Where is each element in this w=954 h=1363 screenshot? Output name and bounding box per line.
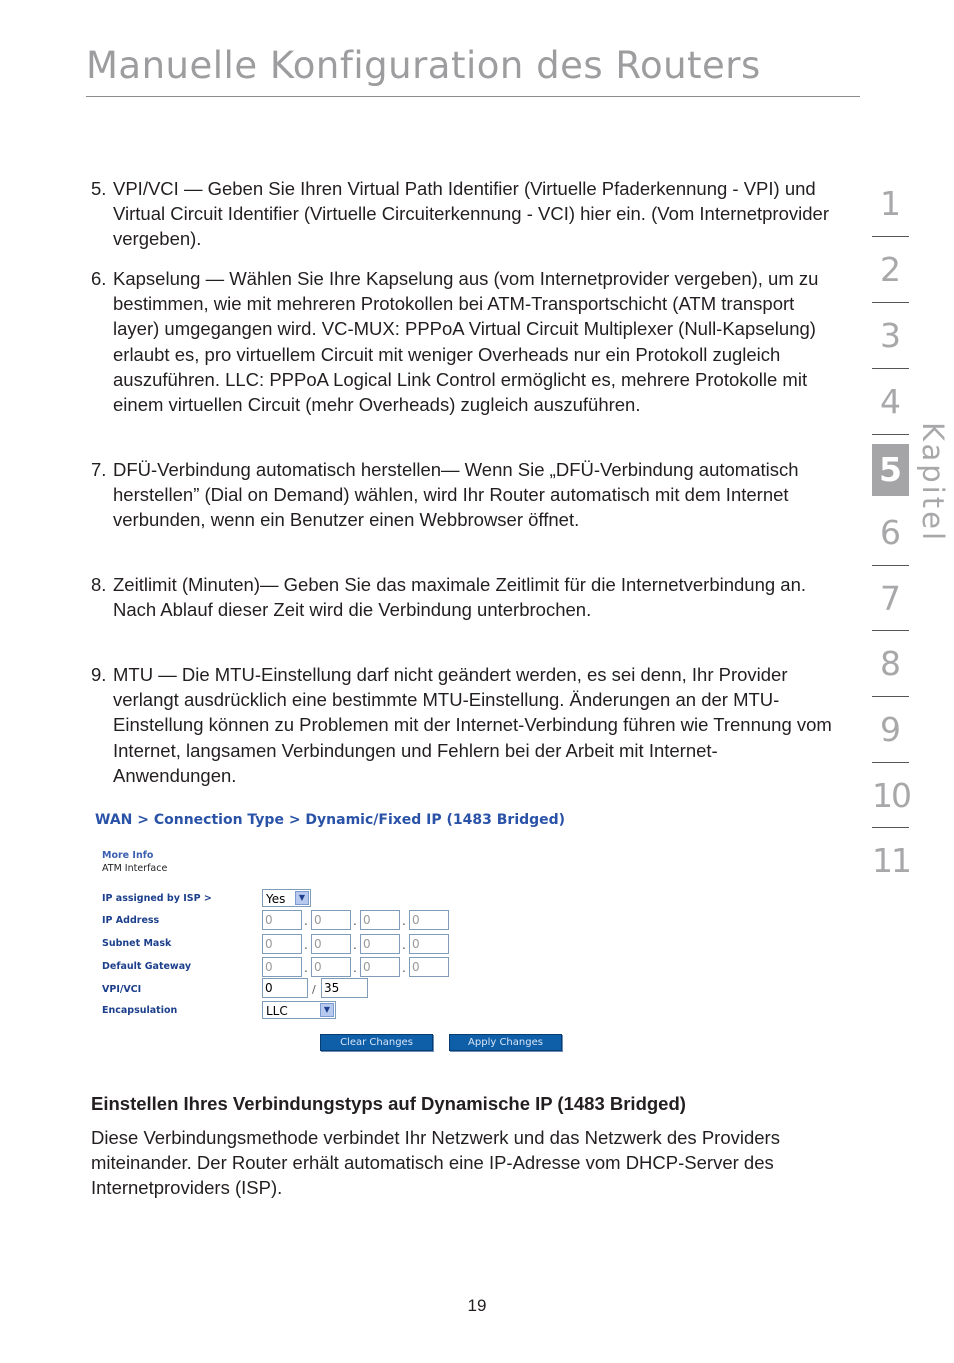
chapter-11[interactable]: 11 <box>872 841 910 880</box>
ip-assigned-value: Yes <box>266 892 286 906</box>
apply-changes-button[interactable]: Apply Changes <box>449 1034 562 1051</box>
chapter-7[interactable]: 7 <box>880 579 901 618</box>
chapter-divider <box>872 368 909 369</box>
ip-dot: . <box>304 914 308 928</box>
ip-dot: . <box>402 938 406 952</box>
gateway-octet-2[interactable]: 0 <box>311 957 351 977</box>
chapter-3[interactable]: 3 <box>880 316 901 355</box>
ip-assigned-select[interactable] <box>262 889 311 907</box>
chapter-divider <box>872 434 909 435</box>
section-heading: Einstellen Ihres Verbindungstyps auf Dynamische IP (1483 Bridged) <box>91 1093 686 1114</box>
item-text: VPI/VCI — Geben Sie Ihren Virtual Path Identifier (Virtuelle Pfaderkennung - VPI) und Virtual Circuit Identifier (Virtuelle Circuiterkennung - VCI) hier ein. (Vom Internetprovider vergeben). <box>113 178 829 250</box>
item-text: Zeitlimit (Minuten)— Geben Sie das maximale Zeitlimit für die Internetverbindung an. Nach Ablauf dieser Zeit wird die Verbindung unterbrochen. <box>113 574 807 621</box>
subnet-mask-label: Subnet Mask <box>102 938 172 949</box>
item-number: 7. <box>91 459 107 480</box>
chapter-1[interactable]: 1 <box>880 184 901 223</box>
ip-address-octet-3[interactable]: 0 <box>360 910 400 930</box>
ip-dot: . <box>402 914 406 928</box>
chapter-divider <box>872 302 909 303</box>
wan-breadcrumb: WAN > Connection Type > Dynamic/Fixed IP (1483 Bridged) <box>95 812 566 828</box>
ip-dot: . <box>353 938 357 952</box>
item-text: Kapselung — Wählen Sie Ihre Kapselung aus (vom Internetprovider vergeben), um zu bestimmen, wie mit mehreren Protokollen bei ATM-Transportschicht (ATM transport layer) umgegangen wird. VC-MUX: PPPoA Virtual Circuit Multiplexer (Null-Kapselung) erlaubt es, pro virtuellem Circuit mit weniger Overheads nur ein Protokoll zugleich auszuführen. LLC: PPPoA Logical Link Control ermöglicht es, mehrere Protokolle mit einem virtuellen Circuit (mehr Overheads) zugleich auszuführen. <box>113 268 819 416</box>
list-item-5 <box>91 176 836 252</box>
ip-dot: . <box>353 914 357 928</box>
kapitel-label <box>914 422 954 544</box>
chapter-10[interactable]: 10 <box>872 776 910 815</box>
ip-dot: . <box>304 938 308 952</box>
chapter-2[interactable]: 2 <box>880 250 901 289</box>
chapter-divider <box>872 630 909 631</box>
subnet-mask-octet-2[interactable]: 0 <box>311 934 351 954</box>
item-number: 5. <box>91 178 107 199</box>
gateway-octet-1[interactable]: 0 <box>262 957 302 977</box>
subnet-mask-octet-1[interactable]: 0 <box>262 934 302 954</box>
item-number: 6. <box>91 268 107 289</box>
router-config-screenshot <box>91 808 571 1058</box>
ip-dot: . <box>353 961 357 975</box>
atm-interface-label: ATM Interface <box>102 863 168 874</box>
chapter-4[interactable]: 4 <box>880 382 901 421</box>
chevron-down-icon: ▼ <box>295 891 309 905</box>
ip-address-octet-4[interactable]: 0 <box>409 910 449 930</box>
item-number: 9. <box>91 664 107 685</box>
list-item-7 <box>91 457 836 533</box>
chapter-divider <box>872 236 909 237</box>
item-text: DFÜ-Verbindung automatisch herstellen— Wenn Sie „DFÜ-Verbindung automatisch herstellen” (Dial on Demand) wählen, wird Ihr Router automatisch mit dem Internet verbunden, wenn ein Benutzer einen Webbrowser öffnet. <box>113 459 799 531</box>
chapter-divider <box>872 827 909 828</box>
ip-address-label: IP Address <box>102 915 160 926</box>
ip-address-octet-2[interactable]: 0 <box>311 910 351 930</box>
page-title: Manuelle Konfiguration des Routers <box>86 44 761 87</box>
chapter-6[interactable]: 6 <box>880 513 901 552</box>
list-item-6 <box>91 266 836 417</box>
subnet-mask-octet-3[interactable]: 0 <box>360 934 400 954</box>
vpi-vci-label: VPI/VCI <box>102 984 142 995</box>
ip-address-octet-1[interactable]: 0 <box>262 910 302 930</box>
gateway-octet-3[interactable]: 0 <box>360 957 400 977</box>
vci-input[interactable]: 35 <box>321 978 368 998</box>
title-divider <box>86 96 860 97</box>
page-number: 19 <box>467 1296 487 1315</box>
chapter-9[interactable]: 9 <box>880 710 901 749</box>
ip-dot: . <box>402 961 406 975</box>
default-gateway-label: Default Gateway <box>102 961 192 972</box>
vpi-input[interactable]: 0 <box>262 978 308 998</box>
list-item-9 <box>91 662 836 788</box>
section-body: Diese Verbindungsmethode verbindet Ihr Netzwerk und das Netzwerk des Providers miteinander. Der Router erhält automatisch eine IP-Adresse vom DHCP-Server des Internetproviders (ISP). <box>91 1127 780 1199</box>
encapsulation-value: LLC <box>266 1004 288 1018</box>
chapter-8[interactable]: 8 <box>880 644 901 683</box>
vpi-vci-separator: / <box>312 983 316 996</box>
encapsulation-label: Encapsulation <box>102 1005 178 1016</box>
item-number: 8. <box>91 574 107 595</box>
gateway-octet-4[interactable]: 0 <box>409 957 449 977</box>
clear-changes-button[interactable]: Clear Changes <box>320 1034 433 1051</box>
chapter-divider <box>872 565 909 566</box>
ip-dot: . <box>304 961 308 975</box>
ip-assigned-label: IP assigned by ISP > <box>102 893 212 904</box>
chapter-divider <box>872 696 909 697</box>
encapsulation-select[interactable] <box>262 1001 336 1019</box>
more-info-link[interactable]: More Info <box>102 850 154 861</box>
chevron-down-icon: ▼ <box>320 1003 334 1017</box>
chapter-divider <box>872 762 909 763</box>
list-item-8 <box>91 572 836 622</box>
kapitel-text: Kapitel <box>916 422 950 544</box>
item-text: MTU — Die MTU-Einstellung darf nicht geändert werden, es sei denn, Ihr Provider verlangt ausdrücklich eine bestimmte MTU-Einstellung. Änderungen an der MTU-Einstellung können zu Problemen mit der Internet-Verbindung führen wie Trennung vom Internet, langsamen Verbindungen und Fehlern bei der Arbeit mit Internet-Anwendungen. <box>113 664 832 786</box>
chapter-5-active[interactable]: 5 <box>872 444 909 496</box>
subnet-mask-octet-4[interactable]: 0 <box>409 934 449 954</box>
